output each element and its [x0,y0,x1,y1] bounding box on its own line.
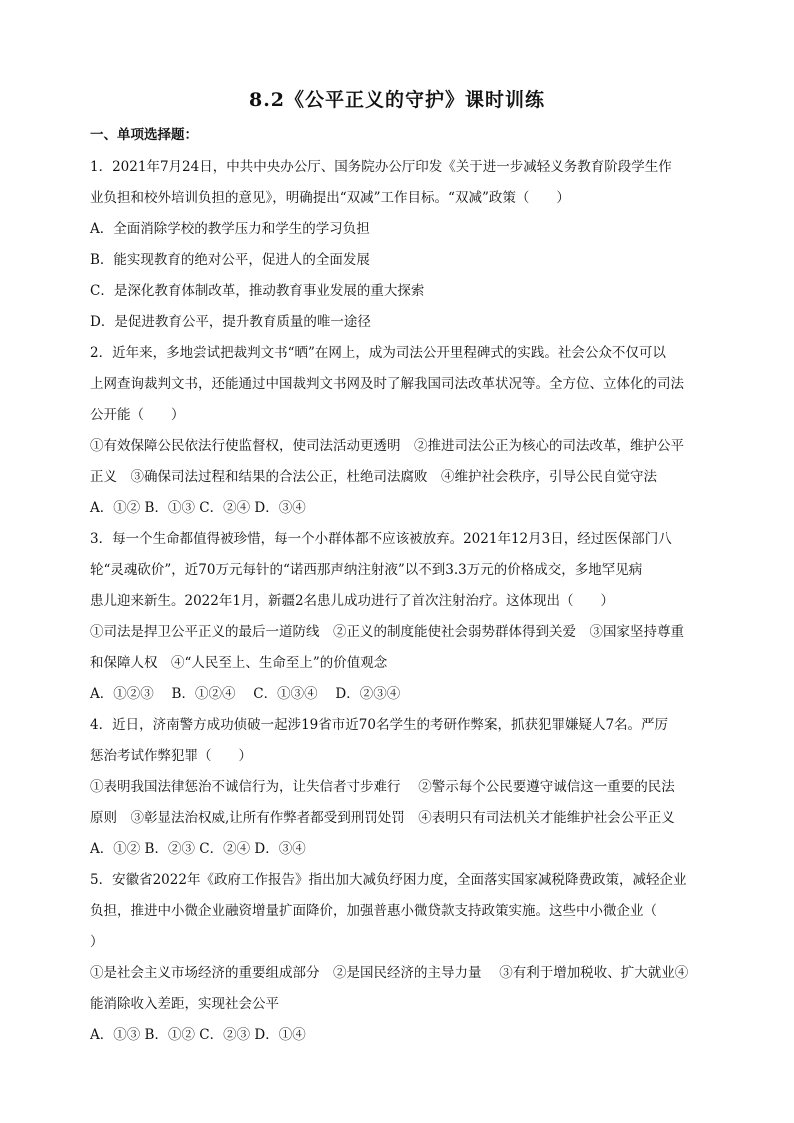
answer-options: A．①② B．②③ C．②④ D．③④ [90,841,306,857]
question-line: 业负担和校外培训负担的意见》，明确提出“双减”工作目标。“双减”政策（ ） [90,190,570,206]
question-line: 负担，推进中小微企业融资增量扩面降价，加强普惠小微贷款支持政策实施。这些中小微企业（ [90,903,657,919]
statement-line: 原则 ③彰显法治权威,让所有作弊者都受到刑罚处罚 ④表明只有司法机关才能维护社会公平正义 [90,810,675,826]
question-line: 5．安徽省2022年《政府工作报告》指出加大减负纾困力度，全面落实国家减税降费政策，减轻企业 [90,872,687,888]
answer-options: A．①③ B．①② C．②③ D．①④ [90,1027,306,1043]
statement-line: 正义 ③确保司法过程和结果的合法公正，杜绝司法腐败 ④维护社会秩序，引导公民自觉守法 [90,469,657,485]
statement-line: ①表明我国法律惩治不诚信行为，让失信者寸步难行 ②警示每个公民要遵守诚信这一重要的民法 [90,779,675,795]
question-line: 轮“灵魂砍价”，近70万元每针的“诺西那声纳注射液”以不到3.3万元的价格成交，多地罕见病 [90,562,643,578]
answer-options: A．①②③ B．①②④ C．①③④ D．②③④ [90,686,401,702]
statement-line: 和保障人权 ④“人民至上、生命至上”的价值观念 [90,655,388,671]
option-d: D．是促进教育公平，提升教育质量的唯一途径 [90,314,371,330]
question-line: 4．近日，济南警方成功侦破一起涉19省市近70名学生的考研作弊案，抓获犯罪嫌疑人7名。严厉 [90,717,669,733]
question-1 [90,152,704,338]
question-5 [90,865,704,1051]
question-3 [90,524,704,710]
question-line: 1．2021年7月24日，中共中央办公厅、国务院办公厅印发《关于进一步减轻义务教育阶段学生作 [90,159,672,175]
question-line: 2．近年来，多地尝试把裁判文书“晒”在网上，成为司法公开里程碑式的实践。社会公众不仅可以 [90,345,666,361]
section-heading: 一、单项选择题： [90,127,198,143]
option-a: A．全面消除学校的教学压力和学生的学习负担 [90,221,370,237]
question-4 [90,710,704,865]
statement-line: ①有效保障公民依法行使监督权，使司法活动更透明 ②推进司法公正为核心的司法改革，维护公平 [90,438,684,454]
question-line: ） [90,934,104,950]
question-line: 患儿迎来新生。2022年1月，新疆2名患儿成功进行了首次注射治疗。这体现出（ ） [90,593,615,609]
statement-line: ①是社会主义市场经济的重要组成部分 ②是国民经济的主导力量 ③有利于增加税收、扩大就业④ [90,965,689,981]
page-title: 8.2《公平正义的守护》课时训练 [248,89,546,111]
question-2 [90,338,704,524]
question-line: 公开能（ ） [90,407,185,423]
question-line: 惩治考试作弊犯罪（ ） [90,748,252,764]
statement-line: 能消除收入差距，实现社会公平 [90,996,279,1012]
question-line: 3．每一个生命都值得被珍惜，每一个小群体都不应该被放弃。2021年12月3日，经过医保部门八 [90,531,672,547]
question-line: 上网查询裁判文书，还能通过中国裁判文书网及时了解我国司法改革状况等。全方位、立体化的司法 [90,376,684,392]
option-c: C．是深化教育体制改革，推动教育事业发展的重大探索 [90,283,425,299]
option-b: B．能实现教育的绝对公平，促进人的全面发展 [90,252,370,268]
statement-line: ①司法是捍卫公平正义的最后一道防线 ②正义的制度能使社会弱势群体得到关爱 ③国家坚持尊重 [90,624,684,640]
answer-options: A．①② B．①③ C．②④ D．③④ [90,500,306,516]
